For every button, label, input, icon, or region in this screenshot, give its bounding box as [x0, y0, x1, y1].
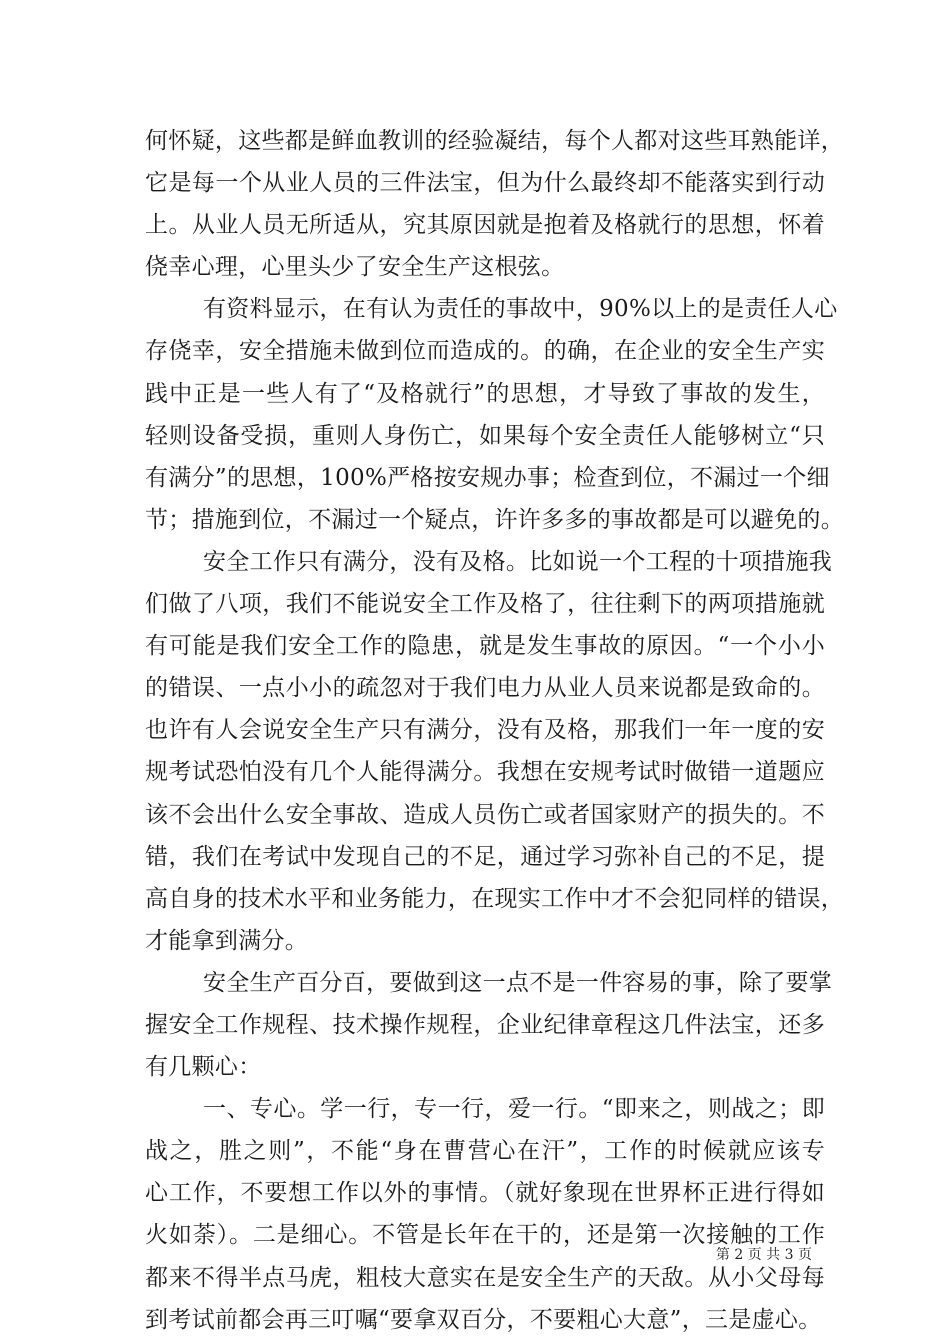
paragraph [145, 288, 844, 541]
text-line: 有资料显示，在有认为责任的事故中，90%以上的是责任人心 [203, 296, 838, 323]
text-line: 践中正是一些人有了“及格就行”的思想，才导致了事故的发生， [145, 380, 825, 407]
text-line: 们做了八项，我们不能说安全工作及格了，往往剩下的两项措施就 [145, 591, 825, 618]
text-line: 火如荼）。二是细心。不管是长年在干的，还是第一次接触的工作 [145, 1222, 825, 1249]
text-line: 轻则设备受损，重则人身伤亡，如果每个安全责任人能够树立“只 [145, 422, 825, 449]
text-line: 才能拿到满分。 [145, 927, 309, 954]
text-line: 存侥幸，安全措施未做到位而造成的。的确，在企业的安全生产实 [145, 338, 825, 365]
text-line: 上。从业人员无所适从，究其原因就是抱着及格就行的思想，怀着 [145, 212, 825, 239]
text-line: 节；措施到位，不漏过一个疑点，许许多多的事故都是可以避免的。 [145, 506, 844, 533]
text-line: 该不会出什么安全事故、造成人员伤亡或者国家财产的损失的。不 [145, 801, 825, 828]
body-text [145, 120, 844, 1341]
text-line: 握安全工作规程、技术操作规程，企业纪律章程这几件法宝，还多 [145, 1011, 825, 1038]
text-line: 侥幸心理，心里头少了安全生产这根弦。 [145, 254, 565, 281]
text-line: 错，我们在考试中发现自己的不足，通过学习弥补自己的不足，提 [145, 843, 825, 870]
paragraph [145, 120, 844, 288]
text-line: 也许有人会说安全生产只有满分，没有及格，那我们一年一度的安 [145, 717, 825, 744]
text-line: 有满分”的思想，100%严格按安规办事；检查到位，不漏过一个细 [145, 464, 830, 491]
text-line: 规考试恐怕没有几个人能得满分。我想在安规考试时做错一道题应 [145, 759, 825, 786]
text-line: 安全生产百分百，要做到这一点不是一件容易的事，除了要掌 [203, 969, 833, 996]
text-line: 有可能是我们安全工作的隐患，就是发生事故的原因。“一个小小 [145, 633, 825, 660]
text-line: 到考试前都会再三叮嘱“要拿双百分，不要粗心大意”，三是虚心。 [145, 1306, 822, 1333]
text-line: 它是每一个从业人员的三件法宝，但为什么最终却不能落实到行动 [145, 170, 825, 197]
text-line: 安全工作只有满分，没有及格。比如说一个工程的十项措施我 [203, 548, 833, 575]
text-line: 的错误、一点小小的疏忽对于我们电力从业人员来说都是致命的。 [145, 675, 825, 702]
text-line: 何怀疑，这些都是鲜血教训的经验凝结，每个人都对这些耳熟能详， [145, 128, 844, 154]
page-footer: 第 2 页 共 3 页 [715, 1247, 812, 1263]
paragraph [145, 962, 833, 1088]
text-line: 都来不得半点马虎，粗枝大意实在是安全生产的天敌。从小父母每 [145, 1264, 825, 1291]
text-line: 高自身的技术水平和业务能力，在现实工作中才不会犯同样的错误， [145, 885, 844, 912]
text-line: 战之，胜之则”，不能“身在曹营心在汗”，工作的时候就应该专 [145, 1138, 825, 1165]
paragraph [145, 1088, 825, 1341]
text-line: 有几颗心： [145, 1054, 262, 1081]
text-line: 心工作，不要想工作以外的事情。（就好象现在世界杯正进行得如 [145, 1180, 825, 1207]
text-line: 一、专心。学一行，专一行，爱一行。“即来之，则战之；即 [203, 1096, 825, 1123]
paragraph [145, 541, 844, 962]
